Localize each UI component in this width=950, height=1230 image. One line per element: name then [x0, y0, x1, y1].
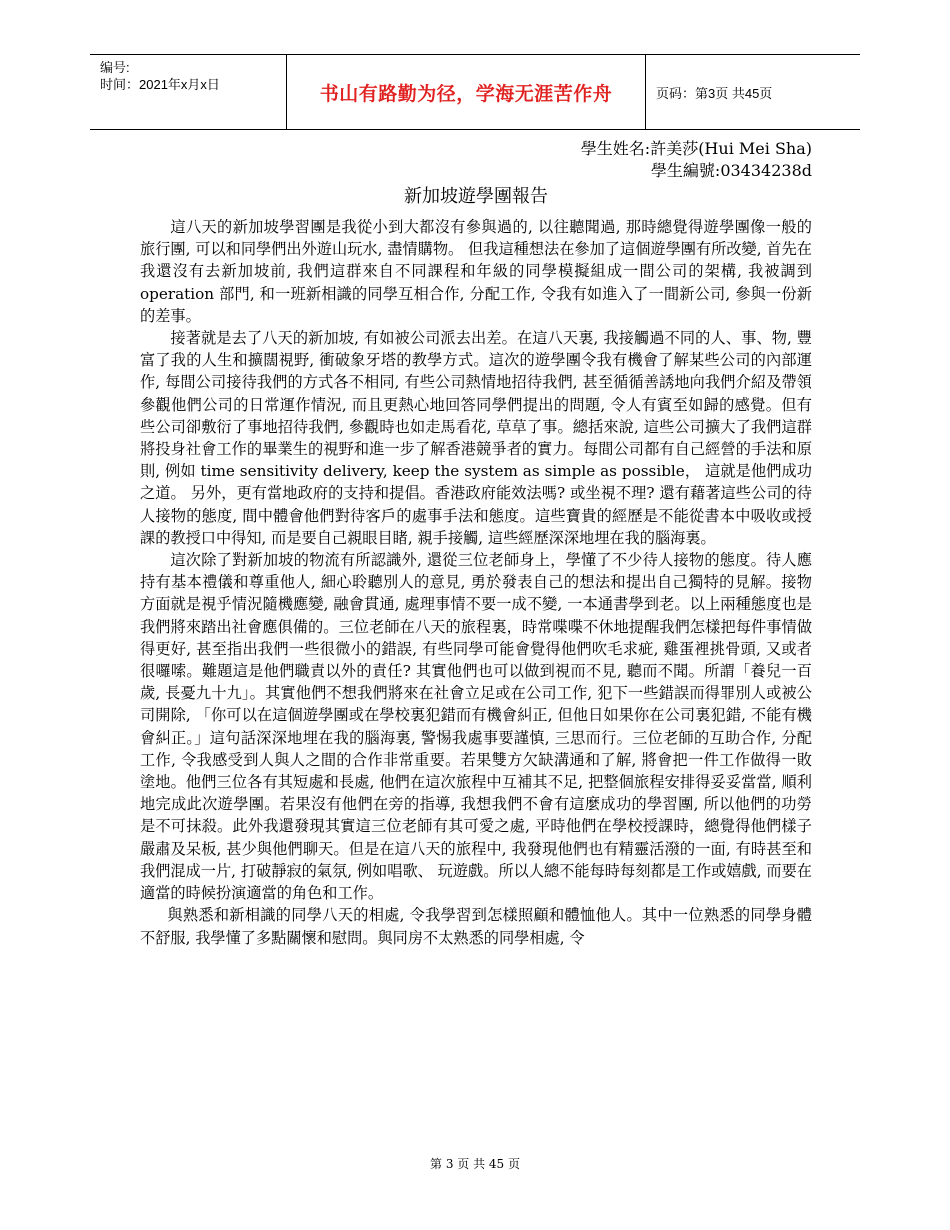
student-id: 學生編號:03434238d: [650, 161, 812, 180]
document-title: 新加坡遊學團報告: [404, 186, 548, 207]
paragraph-1: 這八天的新加坡學習團是我從小到大都沒有參與過的, 以往聽聞過, 那時總覺得遊學團像一般的旅行團, 可以和同學們出外遊山玩水, 盡情購物。 但我這種想法在參加了這個遊學團有所改變, 首先在我還沒有去新加坡前, 我們這群來自不同課程和年級的同學模擬組成一間公司的架構, 我被調到 operation 部門, 和一班新相識的同學互相合作, 分配工作, 令我有如進入了一間新公司, 參與一份新的差事。: [140, 218, 812, 325]
number-label: 编号:: [100, 60, 130, 75]
paragraph-3: 這次除了對新加坡的物流有所認識外, 還從三位老師身上，學懂了不少待人接物的態度。待人應持有基本禮儀和尊重他人, 細心聆聽別人的意見, 勇於發表自己的想法和提出自己獨特的見解。接物方面就是視乎情況隨機應變, 融會貫通, 處理事情不要一成不變, 一本通書學到老。以上兩種態度也是我們將來踏出社會應俱備的。三位老師在八天的旅程裏，時常喋喋不休地提醒我們怎樣把每件事情做得更好, 甚至指出我們一些很微小的錯誤, 有些同學可能會覺得他們吹毛求疵, 雞蛋裡挑骨頭, 又或者很囉嗦。難題這是他們職責以外的責任? 其實他們也可以做到視而不見, 聽而不聞。所謂「養兒一百歲, 長憂九十九」。其實他們不想我們將來在社會立足或在公司工作, 犯下一些錯誤而得罪別人或被公司開除, 「你可以在這個遊學團或在學校裏犯錯而有機會糾正, 但他日如果你在公司裏犯錯, 不能有機會糾正。」這句話深深地埋在我的腦海裏, 警惕我處事要謹慎, 三思而行。三位老師的互助合作, 分配工作, 令我感受到人與人之間的合作非常重要。若果雙方欠缺溝通和了解, 將會把一件工作做得一敗塗地。他們三位各有其短處和長處, 他們在這次旅程中互補其不足, 把整個旅程安排得妥妥當當, 順利地完成此次遊學團。若果沒有他們在旁的指導, 我想我們不會有這麼成功的學習團, 所以他們的功勞是不可抹殺。此外我還發現其實這三位老師有其可愛之處, 平時他們在學校授課時，總覺得他們樣子嚴肅及呆板, 甚少與他們聊天。但是在這八天的旅程中, 我發現他們也有精靈活潑的一面, 有時甚至和我們混成一片, 打破靜寂的氣氛, 例如唱歌、 玩遊戲。所以人總不能每時每刻都是工作或嬉戲, 而要在適當的時候扮演適當的角色和工作。: [140, 551, 812, 903]
header-page-info: 页码：第3页 共45页: [656, 85, 773, 101]
paragraph-4: 與熟悉和新相識的同學八天的相處, 令我學習到怎樣照顧和體恤他人。其中一位熟悉的同學身體不舒服, 我學懂了多點關懷和慰問。與同房不太熟悉的同學相處, 令: [140, 906, 812, 947]
paragraph-2: 接著就是去了八天的新加坡, 有如被公司派去出差。在這八天裏, 我接觸過不同的人、事、物, 豐富了我的人生和擴闊視野, 衝破象牙塔的教學方式。這次的遊學團令我有機會了解某些公司的內部運作, 每間公司接待我們的方式各不相同, 有些公司熱情地招待我們, 甚至循循善誘地向我們介紹及帶領參觀他們公司的日常運作情況, 而且更熱心地回答同學們提出的問題, 令人有賓至如歸的感覺。但有些公司卻敷衍了事地招待我們, 參觀時也如走馬看花, 草草了事。總括來說, 這些公司擴大了我們這群將投身社會工作的畢業生的視野和進一步了解香港競爭者的實力。每間公司都有自己經營的手法和原則, 例如 time sensitivity delivery, keep the system as simple as possible， 這就是他們成功之道。 另外，更有當地政府的支持和提倡。香港政府能效法嗎? 或坐視不理? 還有藉著這些公司的待人接物的態度, 間中體會他們對待客戶的處事手法和態度。這些寶貴的經歷是不能從書本中吸收或授課的教授口中得知, 而是要自己親眼目睹, 親手接觸, 這些經歷深深地埋在我的腦海裏。: [140, 329, 812, 547]
page-footer: 第 3 页 共 45 页: [430, 1157, 520, 1171]
header-left: [100, 59, 286, 93]
document-body: [140, 138, 812, 949]
time-label: 时间：2021年x月x日: [100, 77, 220, 92]
student-name: 學生姓名:許美莎(Hui Mei Sha): [580, 139, 812, 158]
page-header: [90, 54, 860, 130]
header-motto: 书山有路勤为径，学海无涯苦作舟: [286, 55, 646, 129]
